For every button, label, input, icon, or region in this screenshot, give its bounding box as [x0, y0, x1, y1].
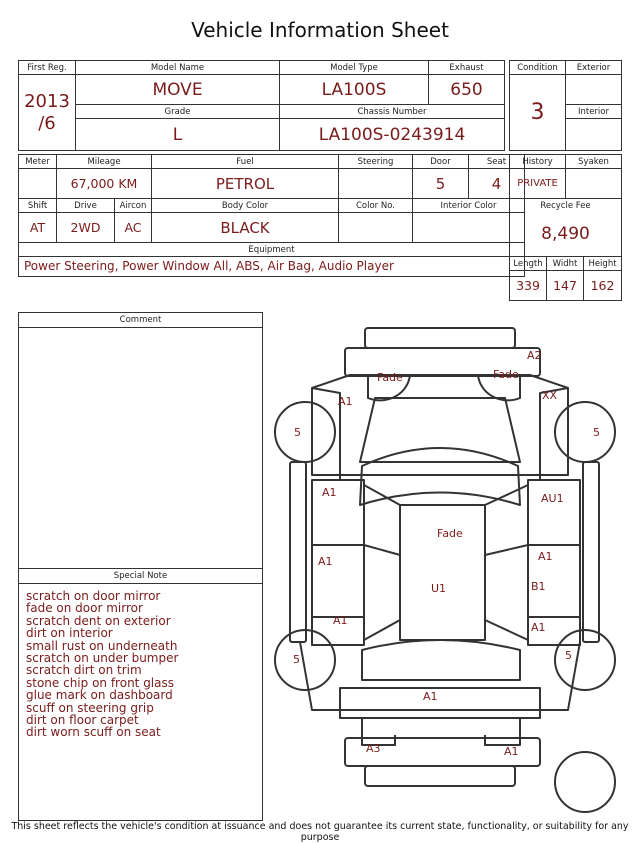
note-item: fade on door mirror: [26, 601, 143, 616]
left-mirror-grade: Fade: [377, 371, 403, 384]
drive-label: Drive: [57, 199, 115, 213]
spare-wheel: [555, 752, 615, 812]
note-item: glue mark on dashboard: [26, 688, 173, 703]
rear-lights: [362, 718, 520, 745]
height-label: Height: [584, 257, 622, 271]
note-item: scratch dent on exterior: [26, 613, 171, 628]
width-value: 147: [547, 271, 584, 301]
fuel-value: PETROL: [152, 169, 339, 199]
drive-value: 2WD: [57, 213, 115, 243]
back-door: [340, 688, 540, 718]
note-item: scratch on under bumper: [26, 651, 179, 666]
rear-right-grade: A1: [504, 745, 519, 758]
right-rocker: [583, 462, 599, 642]
roof-grade: Fade: [437, 527, 463, 540]
mileage-value: 67,000 KM: [57, 169, 152, 199]
door-label: Door: [413, 155, 469, 169]
exterior-label: Exterior: [566, 61, 622, 75]
left-front-door: [312, 480, 364, 545]
right-front-door-grade: AU1: [541, 492, 564, 505]
fuel-label: Fuel: [152, 155, 339, 169]
left-front-door-grade: A1: [322, 486, 337, 499]
shift-value: AT: [19, 213, 57, 243]
seat-label: Seat: [469, 155, 525, 169]
length-label: Length: [510, 257, 547, 271]
syaken-label: Syaken: [566, 155, 622, 169]
left-rear-fender-grade: A1: [333, 614, 348, 627]
roof: [400, 505, 485, 640]
chassis-label: Chassis Number: [280, 105, 505, 119]
rear-bumper-bottom: [365, 766, 515, 786]
condition-label: Condition: [510, 61, 566, 75]
floor-grade: U1: [431, 582, 447, 595]
width-label: Widht: [547, 257, 584, 271]
rear-body: [300, 642, 580, 710]
equipment-value: Power Steering, Power Window All, ABS, Air Bag, Audio Player: [19, 257, 525, 277]
roof-pillars: [364, 485, 528, 640]
aircon-value: AC: [115, 213, 152, 243]
height-value: 162: [584, 271, 622, 301]
page-title: Vehicle Information Sheet: [191, 18, 449, 42]
comment-label: Comment: [119, 315, 162, 325]
front-bumper-top: [365, 328, 515, 348]
recycle-value: 8,490: [510, 213, 622, 257]
front-panel: [360, 398, 520, 462]
aircon-label: Aircon: [115, 199, 152, 213]
note-item: small rust on underneath: [26, 638, 178, 653]
interior-color-label: Interior Color: [413, 199, 525, 213]
front-right-fender-grade: XX: [542, 389, 558, 402]
back-door-grade: A1: [423, 690, 438, 703]
mileage-label: Mileage: [57, 155, 152, 169]
model-name-label: Model Name: [76, 61, 280, 75]
body-color-label: Body Color: [152, 199, 339, 213]
steering-label: Steering: [339, 155, 413, 169]
note-item: scuff on steering grip: [26, 700, 154, 715]
first-reg-label: First Reg.: [19, 61, 76, 75]
color-no-label: Color No.: [339, 199, 413, 213]
right-rear-door-grade: B1: [531, 580, 546, 593]
recycle-label: Recycle Fee: [510, 199, 622, 213]
wheel-fr-grade: 5: [593, 426, 600, 439]
right-rear-fender-grade: A1: [531, 621, 546, 634]
model-name-value: MOVE: [76, 75, 280, 105]
wheel-rl-grade: 5: [293, 653, 300, 666]
meter-label: Meter: [19, 155, 57, 169]
condition-value: 3: [510, 75, 566, 151]
body-color-value: BLACK: [152, 213, 339, 243]
note-item: dirt on interior: [26, 626, 113, 641]
door-value: 5: [413, 169, 469, 199]
special-note-label: Special Note: [113, 571, 168, 581]
note-item: scratch dirt on trim: [26, 663, 142, 678]
exhaust-label: Exhaust: [429, 61, 505, 75]
exhaust-value: 650: [429, 75, 505, 105]
shift-label: Shift: [19, 199, 57, 213]
left-rocker: [290, 462, 306, 642]
note-item: dirt on floor carpet: [26, 713, 139, 728]
right-rear-door-top-grade: A1: [538, 550, 553, 563]
wheel-rr-grade: 5: [565, 649, 572, 662]
seat-value: 4: [469, 169, 525, 199]
right-mirror-grade: Fade: [493, 368, 519, 381]
grade-label: Grade: [76, 105, 280, 119]
history-label: History: [510, 155, 566, 169]
model-type-label: Model Type: [280, 61, 429, 75]
interior-label: Interior: [566, 105, 622, 119]
wheel-front-right: [555, 402, 615, 462]
wheel-rear-right: [555, 630, 615, 690]
front-left-fender-grade: A1: [338, 395, 353, 408]
wheel-fl-grade: 5: [294, 426, 301, 439]
model-type-value: LA100S: [280, 75, 429, 105]
first-reg-month: /6: [38, 112, 56, 134]
rear-window: [362, 640, 520, 680]
front-bumper-grade: A2: [527, 349, 542, 362]
disclaimer-footer: This sheet reflects the vehicle's condition at issuance and does not guarantee its current state, functionality, or suitability for any purpose: [11, 821, 629, 843]
note-item: dirt worn scuff on seat: [26, 725, 161, 740]
history-value: PRIVATE: [510, 169, 566, 199]
rear-left-grade: A3: [366, 742, 381, 755]
length-value: 339: [510, 271, 547, 301]
equipment-label: Equipment: [19, 243, 525, 257]
first-reg-year: 2013: [24, 90, 70, 112]
chassis-value: LA100S-0243914: [280, 119, 505, 151]
note-item: stone chip on front glass: [26, 675, 175, 690]
left-rear-door-grade: A1: [318, 555, 333, 568]
note-item: scratch on door mirror: [26, 589, 161, 603]
hood-outline: [312, 375, 568, 475]
grade-value: L: [76, 119, 280, 151]
right-front-door: [528, 480, 580, 545]
wheel-front-left: [275, 402, 335, 462]
